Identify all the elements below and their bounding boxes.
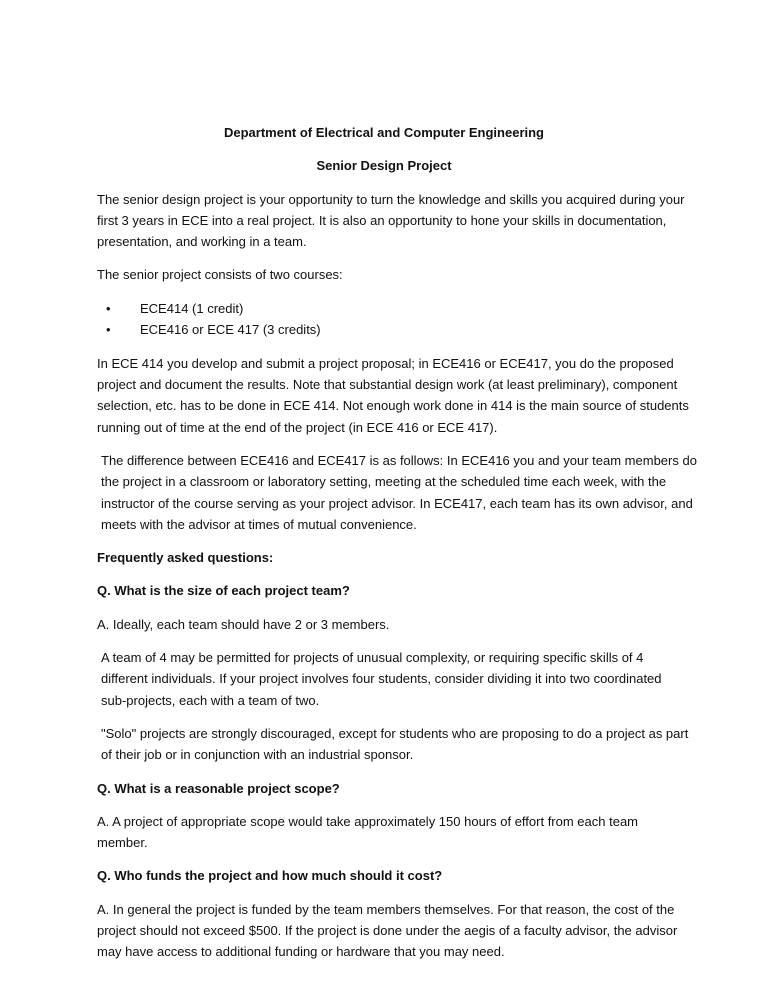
list-item: • ECE416 or ECE 417 (3 credits): [97, 319, 697, 341]
text-line: A. In general the project is funded by the team members themselves. For that reason, the cost of the: [97, 901, 675, 917]
text-line: The senior project consists of two courses:: [97, 267, 343, 283]
text-line: Frequently asked questions:: [97, 550, 274, 566]
text-line: The senior design project is your opportunity to turn the knowledge and skills you acquired during your: [97, 191, 685, 207]
text-line: of their job or in conjunction with an industrial sponsor.: [101, 747, 414, 763]
section-heading: [97, 778, 697, 799]
text-line: Q. Who funds the project and how much should it cost?: [97, 868, 443, 884]
paragraph: [97, 614, 697, 635]
text-line: Q. What is a reasonable project scope?: [97, 780, 340, 796]
section-heading: [97, 865, 697, 886]
paragraph: [97, 189, 697, 253]
text-line: first 3 years in ECE into a real project. It is also an opportunity to hone your skills in documentation,: [97, 212, 667, 228]
paragraph: [97, 647, 697, 711]
document-page: [97, 122, 697, 975]
text-line: meets with the advisor at times of mutual convenience.: [101, 516, 417, 532]
section-heading: [97, 580, 697, 601]
text-line: member.: [97, 835, 148, 851]
paragraph: [97, 811, 697, 854]
text-line: may have access to additional funding or hardware that you may need.: [97, 944, 505, 960]
text-line: A. A project of appropriate scope would take approximately 150 hours of effort from each team: [97, 813, 639, 829]
paragraph: [97, 450, 697, 535]
paragraph: [97, 264, 697, 285]
text-line: different individuals. If your project involves four students, consider dividing it into two coordinated: [101, 671, 662, 687]
text-line: project and document the results. Note that substantial design work (at least preliminary), component: [97, 377, 678, 393]
text-line: running out of time at the end of the project (in ECE 416 or ECE 417).: [97, 419, 498, 435]
document-subtitle: Senior Design Project: [316, 158, 452, 174]
text-line: the project in a classroom or laboratory setting, meeting at the scheduled time each week, with the: [101, 474, 667, 490]
text-line: project should not exceed $500. If the project is done under the aegis of a faculty advisor, the advisor: [97, 923, 678, 939]
section-heading: [97, 547, 697, 568]
text-line: In ECE 414 you develop and submit a project proposal; in ECE416 or ECE417, you do the proposed: [97, 355, 674, 371]
text-line: selection, etc. has to be done in ECE 414. Not enough work done in 414 is the main source of students: [97, 398, 689, 414]
text-line: The difference between ECE416 and ECE417 is as follows: In ECE416 you and your team members do: [101, 452, 697, 468]
document-title: Department of Electrical and Computer Engineering: [224, 125, 544, 140]
text-line: Q. What is the size of each project team?: [97, 583, 350, 599]
text-line: instructor of the course serving as your project advisor. In ECE417, each team has its own advisor, and: [101, 495, 693, 511]
paragraph: [97, 353, 697, 438]
text-line: A. Ideally, each team should have 2 or 3 members.: [97, 616, 390, 632]
text-line: sub-projects, each with a team of two.: [101, 692, 320, 708]
paragraph: [97, 723, 697, 766]
paragraph: [97, 899, 697, 963]
list-item: • ECE414 (1 credit): [97, 298, 697, 320]
text-line: A team of 4 may be permitted for projects of unusual complexity, or requiring specific skills of 4: [101, 650, 644, 666]
bullet-list: [97, 298, 697, 341]
text-line: "Solo" projects are strongly discouraged, except for students who are proposing to do a project as part: [101, 725, 689, 741]
document-body: [97, 189, 697, 963]
text-line: presentation, and working in a team.: [97, 234, 307, 250]
